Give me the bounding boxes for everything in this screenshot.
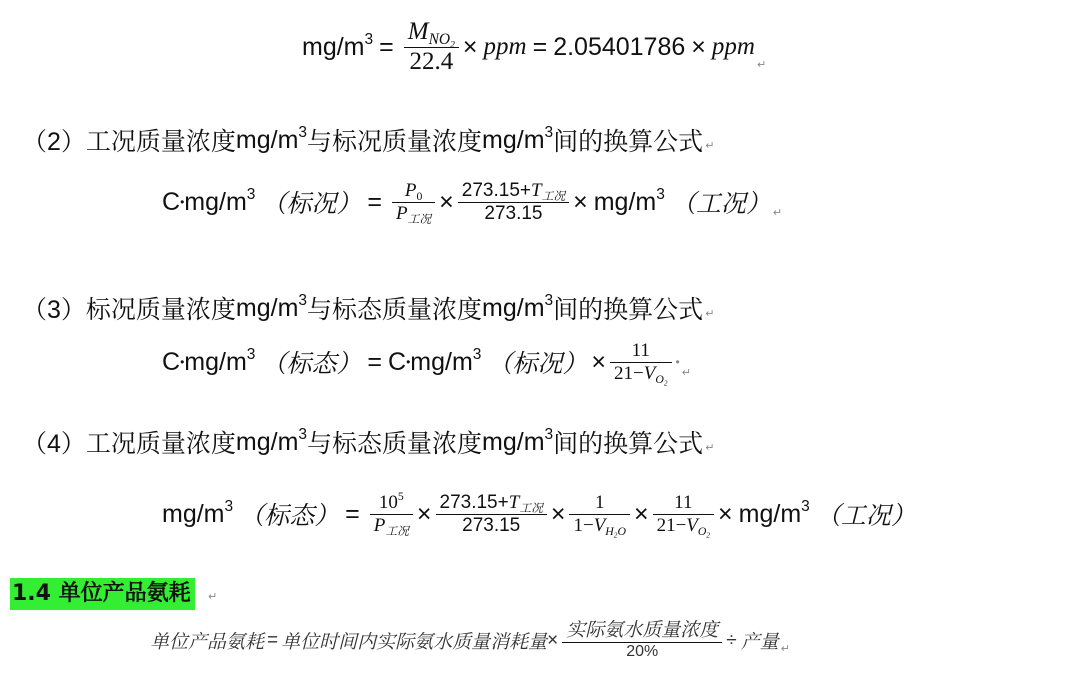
section-2-heading <box>22 122 714 158</box>
paragraph-mark: ↵ <box>208 591 218 603</box>
paragraph-mark: ↵ <box>681 366 691 379</box>
section-4-mid: 与标态质量浓度 <box>307 430 483 458</box>
dot: • <box>675 355 680 370</box>
equals-sign: = <box>345 499 360 528</box>
unit-text: $mg/m^3$ <box>235 123 308 154</box>
paragraph-mark: ↵ <box>772 206 783 219</box>
times-sign: × <box>591 347 607 376</box>
oxygen-fraction: $\frac{11}{21-V_{O_2}}$ <box>653 492 714 537</box>
section-2-prefix: （2）工况质量浓度 <box>22 128 236 156</box>
condition-label: （标态） <box>261 350 362 379</box>
equation-ppm-conversion <box>302 18 766 77</box>
section-4-heading <box>22 424 714 460</box>
unit-text: $mg/m^3$ <box>482 291 554 322</box>
times-sign: × <box>439 187 454 216</box>
section-4-prefix: （4）工况质量浓度 <box>22 430 236 458</box>
equation-ammonia-consumption <box>150 620 790 661</box>
lhs-label: 单位产品氨耗 <box>150 632 265 654</box>
unit-text: $mg/m^3$ <box>184 186 256 216</box>
section-2-suffix: 间的换算公式 <box>553 128 704 156</box>
paragraph-mark: ↵ <box>705 442 715 454</box>
unit-text: $mg/m^3$ <box>235 291 308 322</box>
concentration-fraction: $\frac{\text{实际氨水质量浓度}}{20\%}$ <box>562 620 722 661</box>
dot: • <box>180 195 185 210</box>
unit-text: $mg/m^3$ <box>302 30 374 61</box>
equation-standard-to-reference <box>162 340 691 388</box>
condition-label: （工况） <box>815 502 916 531</box>
pressure-fraction: $\frac{P_0}{P_{工况}}$ <box>392 180 435 225</box>
ppm-variable: ppm <box>483 33 527 61</box>
condition-label: （标态） <box>239 502 340 531</box>
heading-number: 1.4 <box>12 581 51 606</box>
temperature-fraction: $\frac{273.15+T_{工况}}{273.15}$ <box>458 180 569 225</box>
section-1-4-heading <box>10 578 195 610</box>
section-4-suffix: 间的换算公式 <box>553 430 704 458</box>
times-sign: × <box>718 499 733 528</box>
unit-text: $mg/m^3$ <box>410 346 482 376</box>
paragraph-mark: ↵ <box>780 643 790 656</box>
consumption-term: 单位时间内实际氨水质量消耗量 <box>281 632 548 654</box>
temperature-fraction: $\frac{273.15+T_{工况}}{273.15}$ <box>436 492 547 537</box>
unit-text: $mg/m^3$ <box>235 425 308 456</box>
section-2-mid: 与标况质量浓度 <box>307 128 483 156</box>
moisture-fraction: $\frac{1}{1-V_{H_2O}}$ <box>569 492 629 537</box>
times-sign: × <box>550 499 566 528</box>
paragraph-mark: ↵ <box>705 140 715 152</box>
c-variable: C <box>162 187 181 216</box>
condition-label: （标况） <box>261 190 362 219</box>
rhs-label: 产量 <box>740 632 779 654</box>
dot: • <box>180 355 185 370</box>
molar-mass-fraction: $\frac{M_{NO_2}}{22.4}$ <box>404 18 459 77</box>
equals-sign: = <box>367 187 383 216</box>
dot: • <box>406 355 411 370</box>
heading-title: 单位产品氨耗 <box>50 581 191 606</box>
unit-text: $mg/m^3$ <box>593 186 665 216</box>
unit-text: $mg/m^3$ <box>184 346 256 376</box>
unit-text: $mg/m^3$ <box>482 123 554 154</box>
equals-sign: = <box>367 347 383 376</box>
equation-working-to-standard <box>162 180 782 225</box>
section-3-prefix: （3）标况质量浓度 <box>22 296 236 324</box>
section-3-mid: 与标态质量浓度 <box>307 296 483 324</box>
times-sign: × <box>547 629 559 651</box>
times-sign: × <box>691 32 706 61</box>
paragraph-mark: ↵ <box>705 308 715 320</box>
times-sign: × <box>573 187 588 216</box>
times-sign: × <box>416 499 432 528</box>
section-3-suffix: 间的换算公式 <box>553 296 704 324</box>
equation-working-to-reference <box>162 489 916 540</box>
paragraph-mark: ↵ <box>756 58 767 71</box>
coefficient-value: 2.05401786 <box>553 32 686 61</box>
unit-text: $mg/m^3$ <box>482 425 554 456</box>
section-3-heading <box>22 290 714 326</box>
condition-label: （工况） <box>670 190 771 219</box>
ppm-variable: ppm <box>711 33 755 61</box>
divide-sign: ÷ <box>726 629 737 651</box>
oxygen-fraction: $\frac{11}{21-V_{O_2}}$ <box>610 340 671 385</box>
c-variable: C <box>162 347 181 376</box>
equals-sign: = <box>379 32 394 61</box>
times-sign: × <box>633 499 649 528</box>
c-variable: C <box>388 347 407 376</box>
times-sign: × <box>462 32 478 61</box>
equals-sign: = <box>267 629 279 651</box>
unit-text: $mg/m^3$ <box>738 498 810 528</box>
equals-sign: = <box>532 32 548 61</box>
unit-text: $mg/m^3$ <box>162 498 234 528</box>
condition-label: （标况） <box>487 350 588 379</box>
pressure-fraction: $\frac{10^5}{P_{工况}}$ <box>370 492 413 537</box>
